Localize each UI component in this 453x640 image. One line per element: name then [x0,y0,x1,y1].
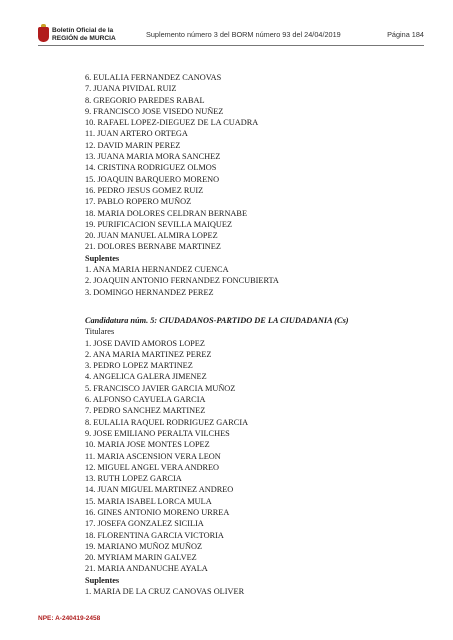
list-item: 12. MIGUEL ANGEL VERA ANDREO [85,462,220,472]
list-item: 18. FLORENTINA GARCIA VICTORIA [85,530,224,540]
suplentes-heading-b: Suplentes [85,575,120,585]
list-item: 20. MYRIAM MARIN GALVEZ [85,553,197,563]
suplentes-list-b [85,586,385,597]
list-item: 21. MARIA ANDANUCHE AYALA [85,564,208,574]
suplentes-heading: Suplentes [85,253,120,263]
page-header [38,27,424,47]
list-item: 10. RAFAEL LOPEZ-DIEGUEZ DE LA CUADRA [85,118,259,128]
list-item: 6. ALFONSO CAYUELA GARCIA [85,395,206,405]
list-item: 14. JUAN MIGUEL MARTINEZ ANDREO [85,485,234,495]
list-item: 17. JOSEFA GONZALEZ SICILIA [85,519,204,529]
boletin-line2: REGIÓN de MURCIA [52,35,116,42]
list-item: 7. PEDRO SANCHEZ MARTINEZ [85,406,206,416]
list-item: 2. JOAQUIN ANTONIO FERNANDEZ FONCUBIERTA [85,276,279,286]
list-item: 2. ANA MARIA MARTINEZ PEREZ [85,349,212,359]
candidatura-title: Candidatura núm. 5: CIUDADANOS-PARTIDO DE LA CIUDADANIA (Cs) [85,315,349,325]
list-item: 11. MARIA ASCENSION VERA LEON [85,451,221,461]
candidate-list-a [85,72,385,253]
npe-code: NPE: A-240419-2458 [38,615,101,622]
list-item: 3. PEDRO LOPEZ MARTINEZ [85,361,193,371]
header-divider [38,45,424,46]
list-item: 19. PURIFICACION SEVILLA MAIQUEZ [85,219,233,229]
list-item: 3. DOMINGO HERNANDEZ PEREZ [85,287,214,297]
titulares-heading: Titulares [85,327,115,337]
list-item: 12. DAVID MARIN PEREZ [85,140,181,150]
list-item: 7. JUANA PIVIDAL RUIZ [85,84,177,94]
suplentes-list-a [85,264,385,298]
boletin-logo [52,27,116,43]
page-number: Página 184 [387,30,424,39]
list-item: 1. JOSE DAVID AMOROS LOPEZ [85,338,205,348]
list-item: 20. JUAN MANUEL ALMIRA LOPEZ [85,231,218,241]
list-item: 8. EULALIA RAQUEL RODRIGUEZ GARCIA [85,417,249,427]
region-crest-icon [38,27,49,42]
list-item: 15. JOAQUIN BARQUERO MORENO [85,174,220,184]
list-item: 21. DOLORES BERNABE MARTINEZ [85,242,221,252]
list-item: 19. MARIANO MUÑOZ MUÑOZ [85,541,203,551]
list-item: 10. MARIA JOSE MONTES LOPEZ [85,440,210,450]
document-body [85,72,385,597]
list-item: 16. GINES ANTONIO MORENO URREA [85,507,230,517]
list-item: 9. JOSE EMILIANO PERALTA VILCHES [85,428,230,438]
list-item: 13. JUANA MARIA MORA SANCHEZ [85,152,221,162]
section-gap [85,298,385,315]
list-item: 17. PABLO ROPERO MUÑOZ [85,197,192,207]
list-item: 1. MARIA DE LA CRUZ CANOVAS OLIVER [85,587,245,597]
list-item: 14. CRISTINA RODRIGUEZ OLMOS [85,163,217,173]
list-item: 16. PEDRO JESUS GOMEZ RUIZ [85,185,204,195]
list-item: 18. MARIA DOLORES CELDRAN BERNABE [85,208,248,218]
list-item: 6. EULALIA FERNANDEZ CANOVAS [85,73,222,82]
list-item: 5. FRANCISCO JAVIER GARCIA MUÑOZ [85,383,236,393]
list-item: 8. GREGORIO PAREDES RABAL [85,95,205,105]
boletin-line1: Boletín Oficial de la [52,27,114,34]
list-item: 4. ANGELICA GALERA JIMENEZ [85,372,207,382]
list-item: 13. RUTH LOPEZ GARCIA [85,474,182,484]
list-item: 1. ANA MARIA HERNANDEZ CUENCA [85,265,229,275]
list-item: 11. JUAN ARTERO ORTEGA [85,129,188,139]
list-item: 9. FRANCISCO JOSE VISEDO NUÑEZ [85,106,224,116]
titulares-list-b [85,338,385,575]
supplement-info: Suplemento número 3 del BORM número 93 del 24/04/2019 [146,30,341,39]
list-item: 15. MARIA ISABEL LORCA MULA [85,496,212,506]
